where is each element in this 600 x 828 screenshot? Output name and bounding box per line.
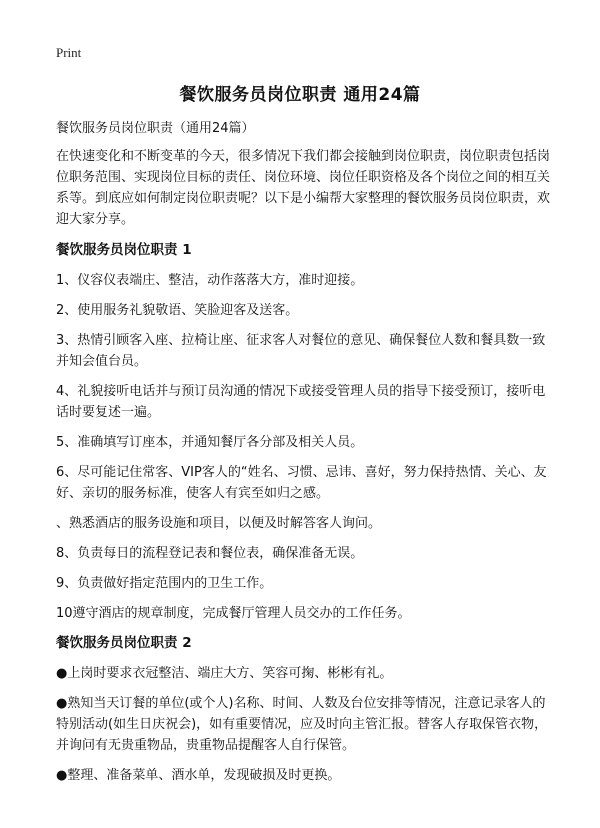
document-subtitle: 餐饮服务员岗位职责（通用24篇）: [56, 121, 255, 136]
list-item: 5、准确填写订座本，并通知餐厅各分部及相关人员。: [56, 435, 364, 450]
list-item: 2、使用服务礼貌敬语、笑脸迎客及送客。: [56, 303, 299, 318]
list-item: ●整理、准备菜单、酒水单，发现破损及时更换。: [56, 768, 341, 783]
list-item: 、熟悉酒店的服务设施和项目，以便及时解答客人询问。: [56, 516, 382, 531]
list-item: 1、仪容仪表端庄、整洁，动作落落大方，准时迎接。: [56, 273, 364, 288]
section-1-heading: 餐饮服务员岗位职责 1: [56, 242, 192, 258]
list-item: 8、负责每日的流程登记表和餐位表，确保准备无误。: [56, 546, 364, 561]
intro-paragraph: 在快速变化和不断变革的今天，很多情况下我们都会接触到岗位职责，岗位职责包括岗位职务范围、实现岗位目标的责任、岗位环境、岗位任职资格及各个岗位之间的相互关系等。到底应如何制定岗位职责呢？以下是小编帮大家整理的餐饮服务员岗位职责，欢迎大家分享。: [56, 149, 551, 227]
list-item: ●上岗时要求衣冠整洁、端庄大方、笑容可掬、彬彬有礼。: [56, 666, 393, 681]
document-body: [56, 118, 556, 795]
list-item: 3、热情引顾客入座、拉椅让座、征求客人对餐位的意见、确保餐位人数和餐具数一致并知会值台员。: [56, 333, 546, 369]
list-item: 10遵守酒店的规章制度，完成餐厅管理人员交办的工作任务。: [56, 606, 411, 621]
list-item: 6、尽可能记住常客、VIP客人的“姓名、习惯、忌讳、喜好，努力保持热情、关心、友好、亲切的服务标准，使客人有宾至如归之感。: [56, 465, 547, 501]
section-2-heading: 餐饮服务员岗位职责 2: [56, 635, 192, 651]
list-item: ●熟知当天订餐的单位(或个人)名称、时间、人数及台位安排等情况，注意记录客人的特别活动(如生日庆祝会)，如有重要情况，应及时向主管汇报。替客人存取保管衣物，并询问有无贵重物品，贵重物品提醒客人自行保管。: [56, 696, 548, 753]
list-item: 9、负责做好指定范围内的卫生工作。: [56, 576, 273, 591]
document-title: 餐饮服务员岗位职责 通用24篇: [179, 85, 421, 105]
print-link[interactable]: Print: [56, 45, 82, 60]
list-item: 4、礼貌接听电话并与预订员沟通的情况下或接受管理人员的指导下接受预订，接听电话时要复述一遍。: [56, 384, 546, 420]
